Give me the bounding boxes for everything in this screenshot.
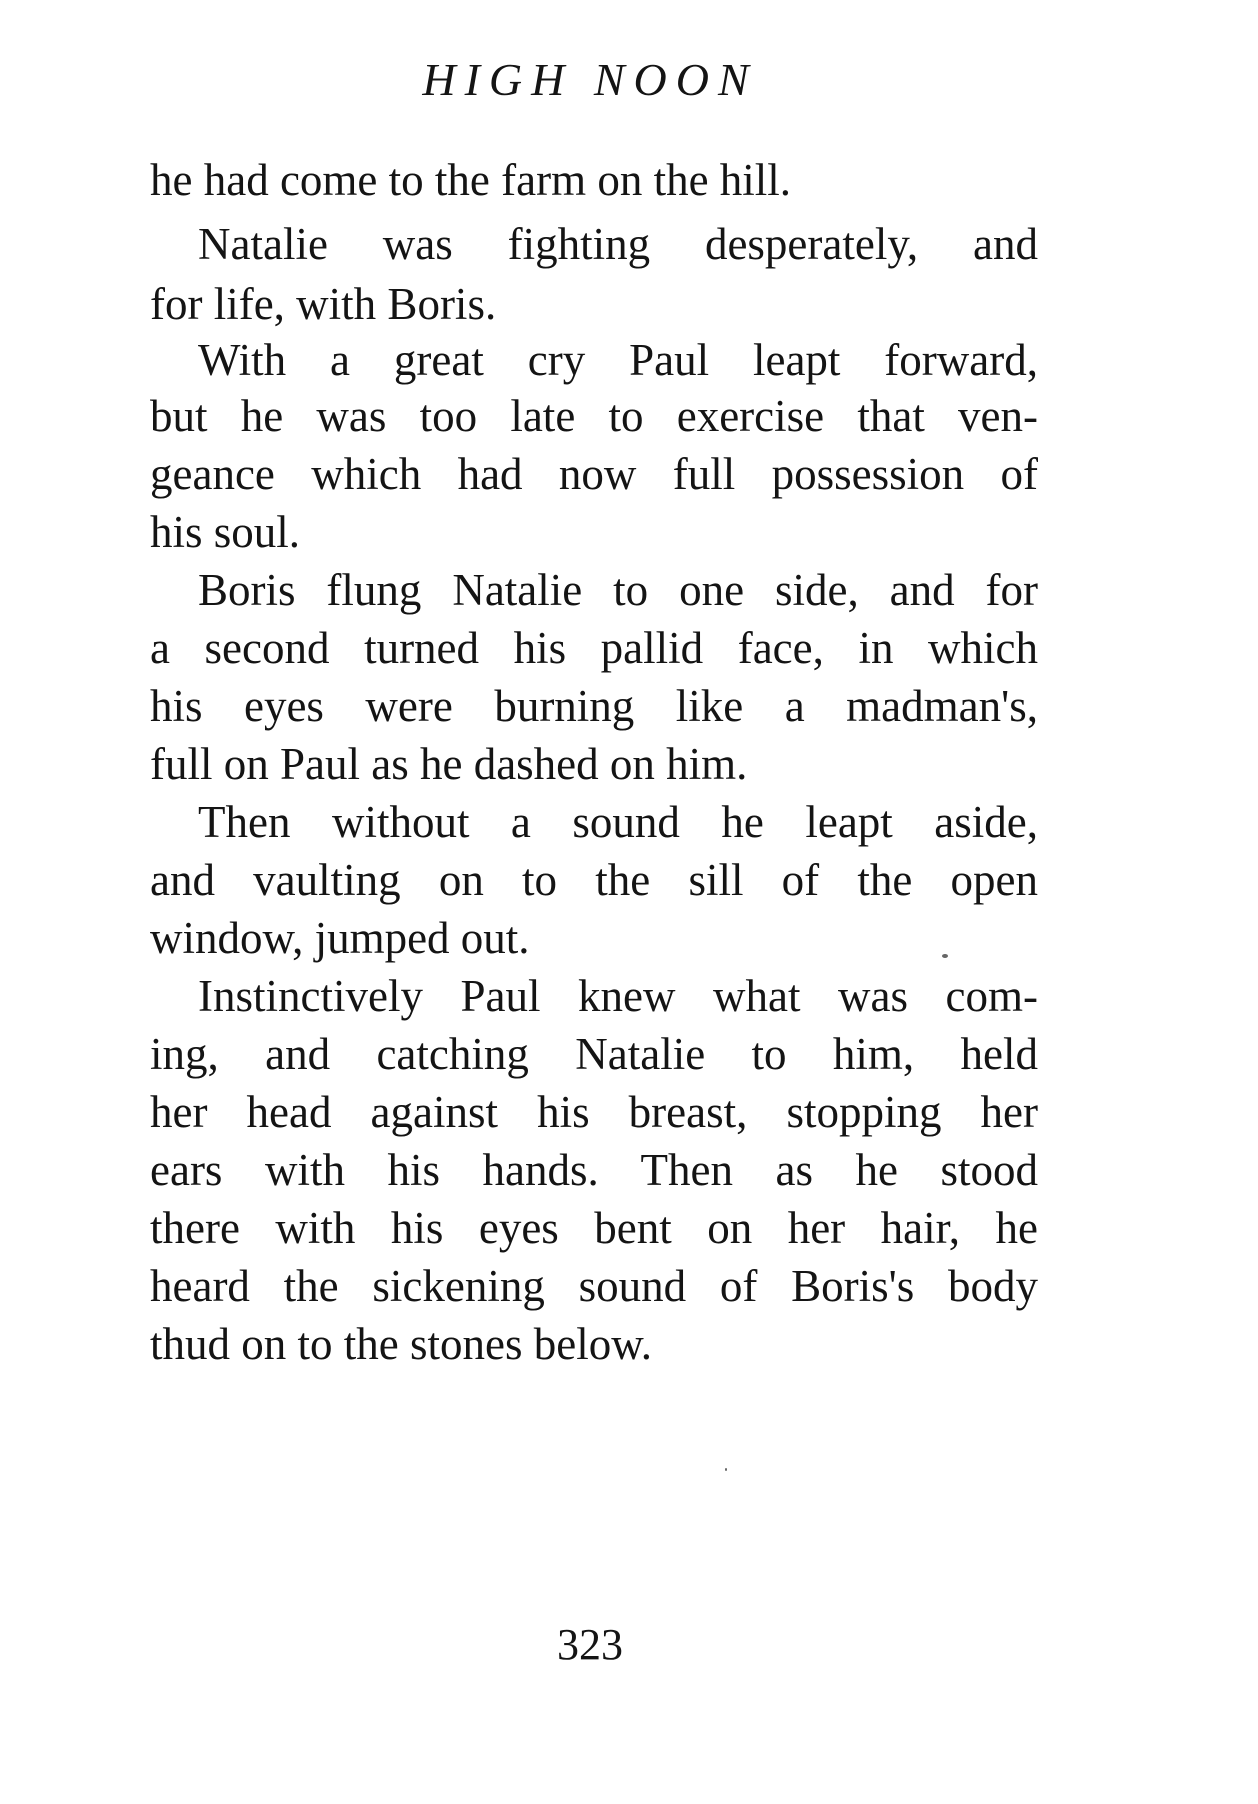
text-line: ears with his hands. Then as he stood — [150, 1145, 1038, 1195]
text-line: his soul. — [150, 507, 301, 557]
text-line: Instinctively Paul knew what was com- — [198, 971, 1038, 1021]
text-line: thud on to the stones below. — [150, 1319, 653, 1369]
text-line: geance which had now full possession of — [150, 449, 1038, 499]
print-speck — [942, 954, 948, 958]
text-line: heard the sickening sound of Boris's body — [150, 1261, 1038, 1311]
text-line: full on Paul as he dashed on him. — [150, 739, 748, 789]
text-line: there with his eyes bent on her hair, he — [150, 1203, 1038, 1253]
text-line: Boris flung Natalie to one side, and for — [198, 565, 1038, 615]
text-line: window, jumped out. — [150, 913, 530, 963]
text-line: her head against his breast, stopping her — [150, 1087, 1038, 1137]
page-number: 323 — [557, 1620, 623, 1669]
text-line: his eyes were burning like a madman's, — [150, 681, 1038, 731]
text-line: With a great cry Paul leapt forward, — [198, 335, 1038, 385]
text-line: Natalie was fighting desperately, and — [198, 219, 1038, 269]
running-title: HIGH NOON — [422, 54, 758, 105]
print-speck — [725, 1468, 727, 1471]
text-line: and vaulting on to the sill of the open — [150, 855, 1038, 905]
text-line: for life, with Boris. — [150, 279, 497, 329]
text-line: a second turned his pallid face, in which — [150, 623, 1038, 673]
text-line: but he was too late to exercise that ven- — [150, 391, 1038, 441]
text-line: ing, and catching Natalie to him, held — [150, 1029, 1038, 1079]
text-line: he had come to the farm on the hill. — [150, 155, 792, 205]
text-line: Then without a sound he leapt aside, — [198, 797, 1038, 847]
